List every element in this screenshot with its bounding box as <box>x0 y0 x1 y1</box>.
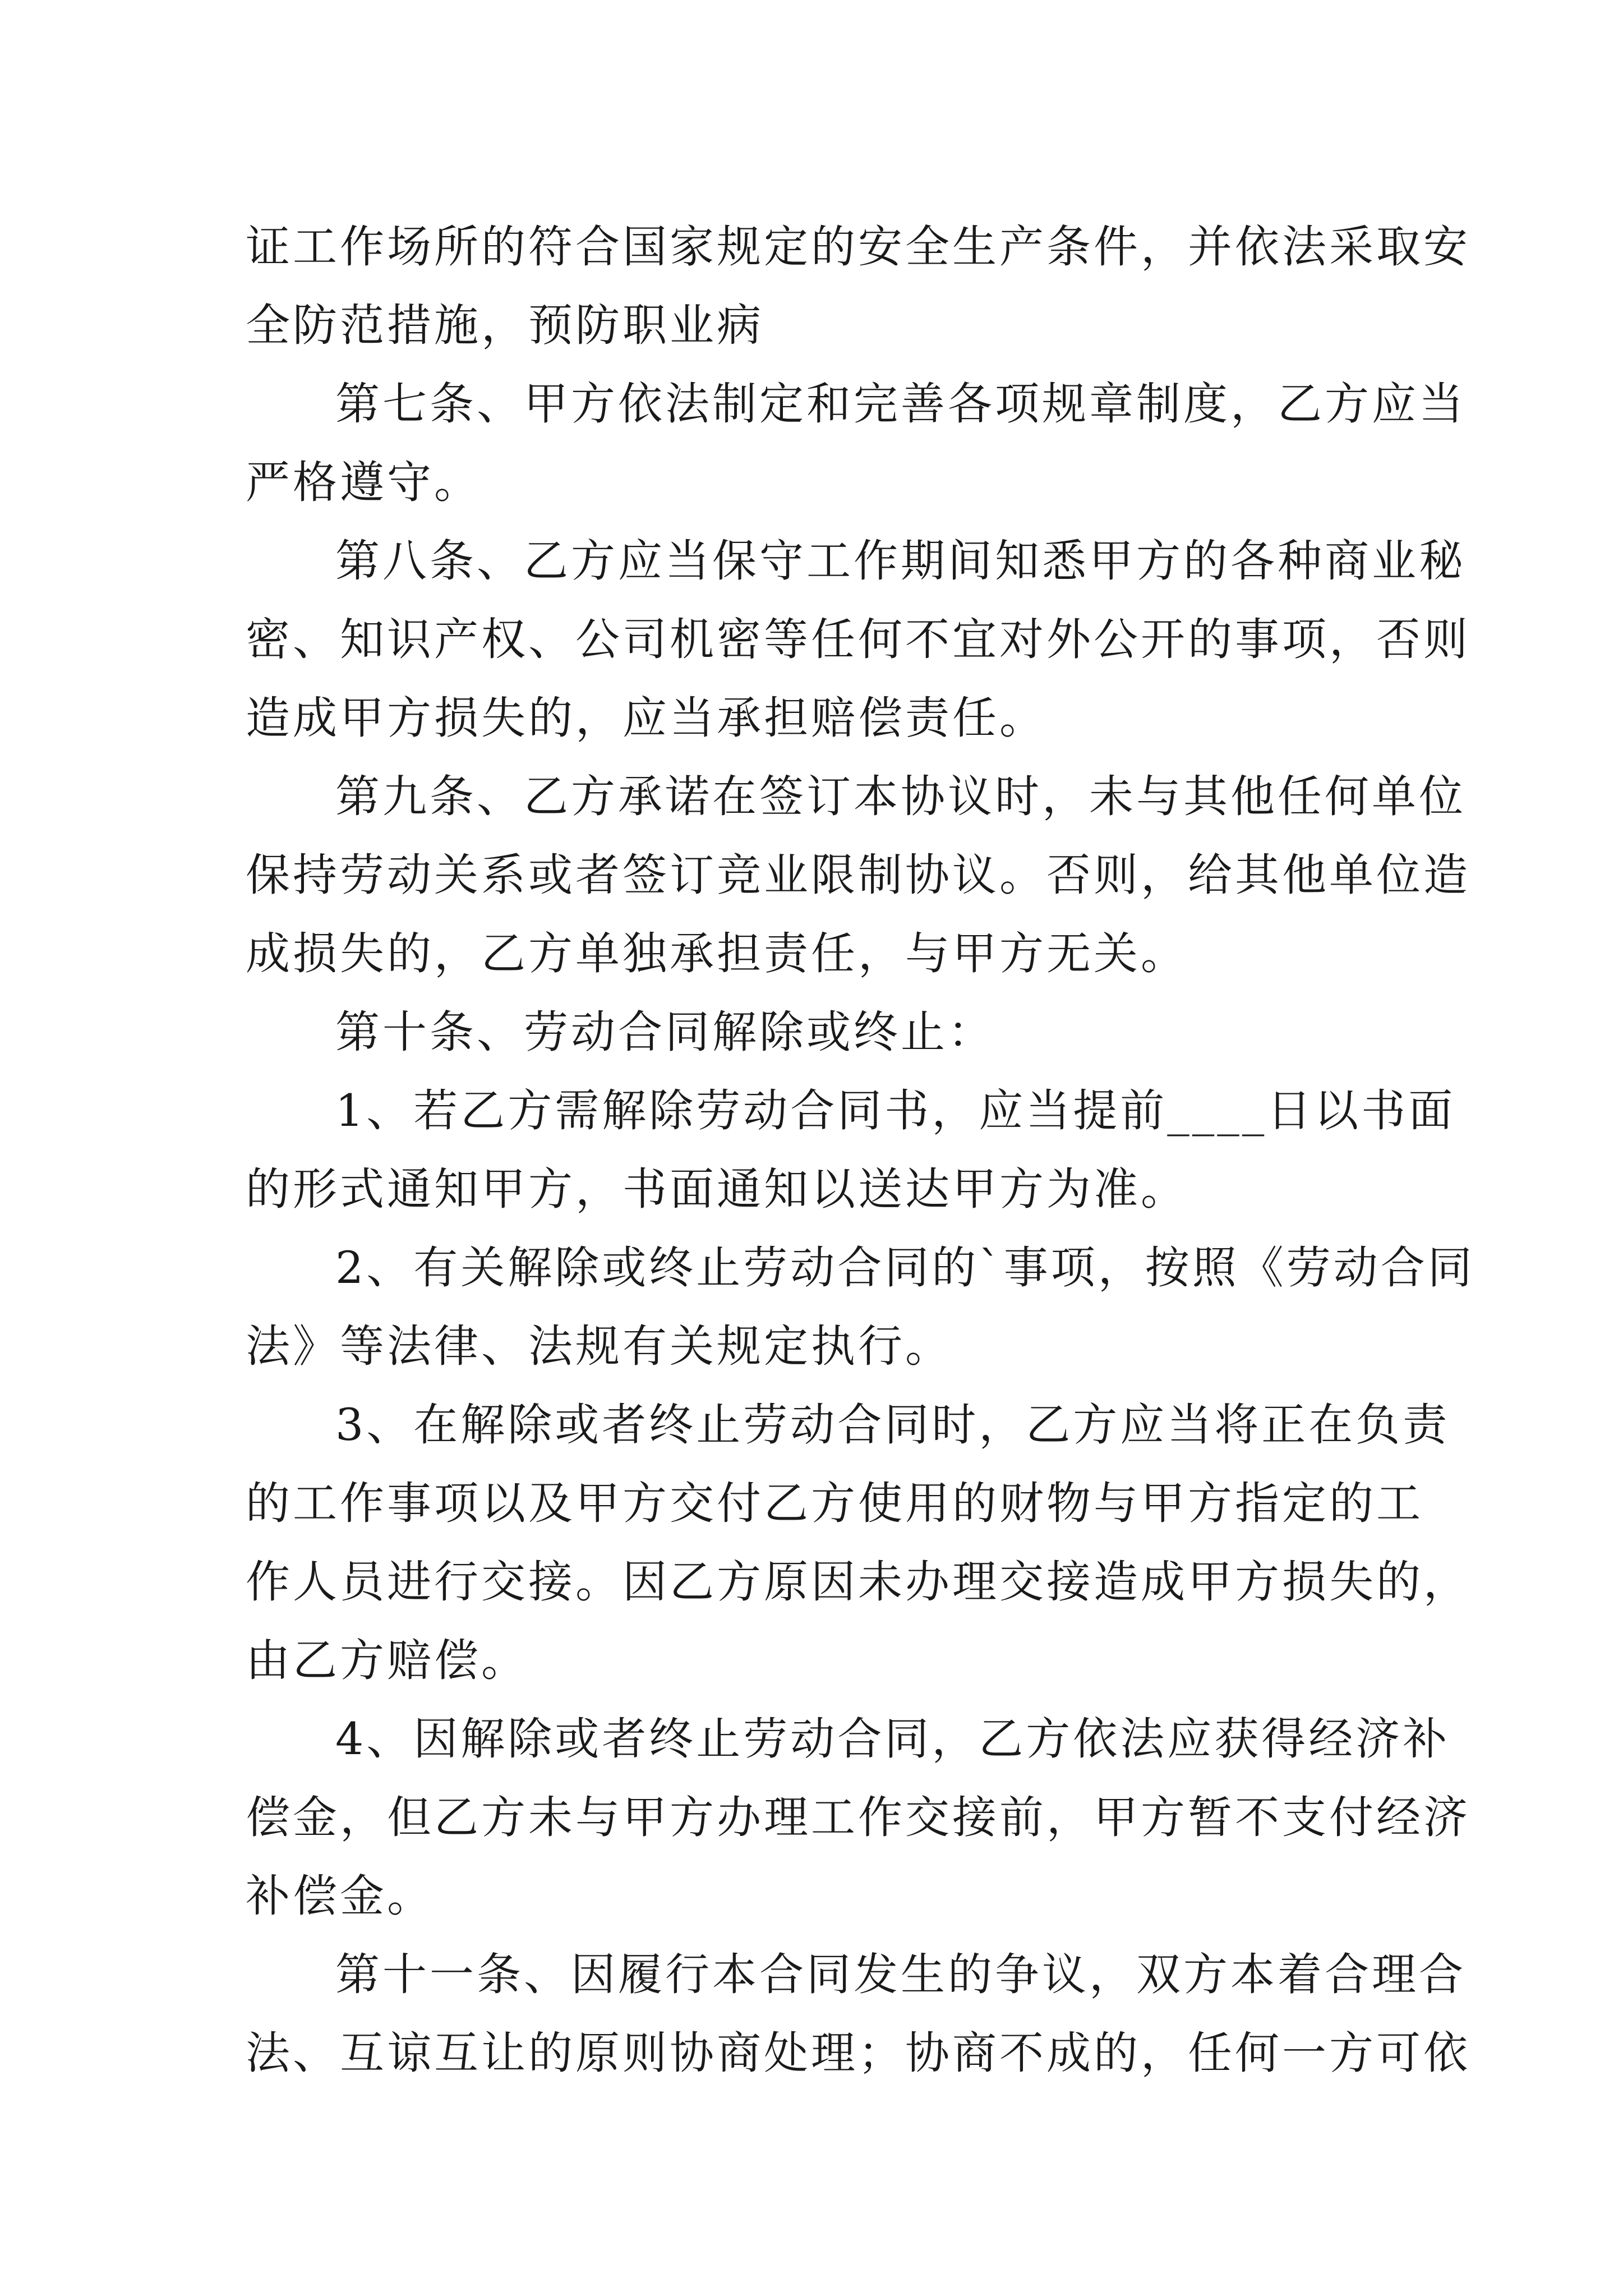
text-line: 第七条、甲方依法制定和完善各项规章制度，乙方应当 <box>335 378 1466 430</box>
text-line: 严格遵守。 <box>246 457 481 508</box>
text-line: 作人员进行交接。因乙方原因未办理交接造成甲方损失的， <box>246 1556 1470 1608</box>
paragraph-item-1 <box>246 1071 1456 1228</box>
paragraph-safety-conditions <box>246 208 1470 365</box>
text-line: 全防范措施，预防职业病 <box>246 300 764 351</box>
text-line: 第十条、劳动合同解除或终止： <box>335 1006 995 1058</box>
text-line: 补偿金。 <box>246 1870 434 1922</box>
text-line: 由乙方赔偿。 <box>246 1635 528 1686</box>
paragraph-article-8 <box>246 522 1470 757</box>
text-line: 保持劳动关系或者签订竞业限制协议。否则，给其他单位造 <box>246 849 1470 901</box>
text-line: 第八条、乙方应当保守工作期间知悉甲方的各种商业秘 <box>335 535 1466 587</box>
text-line: 偿金，但乙方未与甲方办理工作交接前，甲方暂不支付经济 <box>246 1792 1470 1843</box>
text-line: 密、知识产权、公司机密等任何不宜对外公开的事项，否则 <box>246 614 1470 665</box>
paragraph-item-3 <box>246 1386 1470 1700</box>
text-line: 法》等法律、法规有关规定执行。 <box>246 1320 952 1372</box>
text-line: 造成甲方损失的，应当承担赔偿责任。 <box>246 692 1046 744</box>
paragraph-article-7 <box>246 365 1466 522</box>
text-line: 法、互谅互让的原则协商处理；协商不成的，任何一方可依 <box>246 2027 1470 2079</box>
text-line: 的形式通知甲方，书面通知以送达甲方为准。 <box>246 1163 1188 1215</box>
text-line: 的工作事项以及甲方交付乙方使用的财物与甲方指定的工 <box>246 1478 1423 1529</box>
text-line: 第九条、乙方承诺在签订本协议时，未与其他任何单位 <box>335 771 1466 822</box>
document-body <box>246 208 1475 2092</box>
text-line: 4、因解除或者终止劳动合同，乙方依法应获得经济补 <box>335 1713 1450 1765</box>
paragraph-article-11 <box>246 1935 1470 2092</box>
text-line: 第十一条、因履行本合同发生的争议，双方本着合理合 <box>335 1949 1466 2000</box>
text-line: 成损失的，乙方单独承担责任，与甲方无关。 <box>246 928 1188 979</box>
paragraph-item-4 <box>246 1700 1470 1935</box>
text-line: 3、在解除或者终止劳动合同时，乙方应当将正在负责 <box>335 1399 1450 1451</box>
text-line: 2、有关解除或终止劳动合同的`事项，按照《劳动合同 <box>335 1242 1475 1294</box>
paragraph-article-9 <box>246 757 1470 993</box>
paragraph-article-10-heading <box>246 993 1401 1071</box>
text-line: 1、若乙方需解除劳动合同书，应当提前____日以书面 <box>335 1085 1456 1137</box>
paragraph-item-2 <box>246 1228 1475 1386</box>
text-line: 证工作场所的符合国家规定的安全生产条件，并依法采取安 <box>246 221 1470 273</box>
